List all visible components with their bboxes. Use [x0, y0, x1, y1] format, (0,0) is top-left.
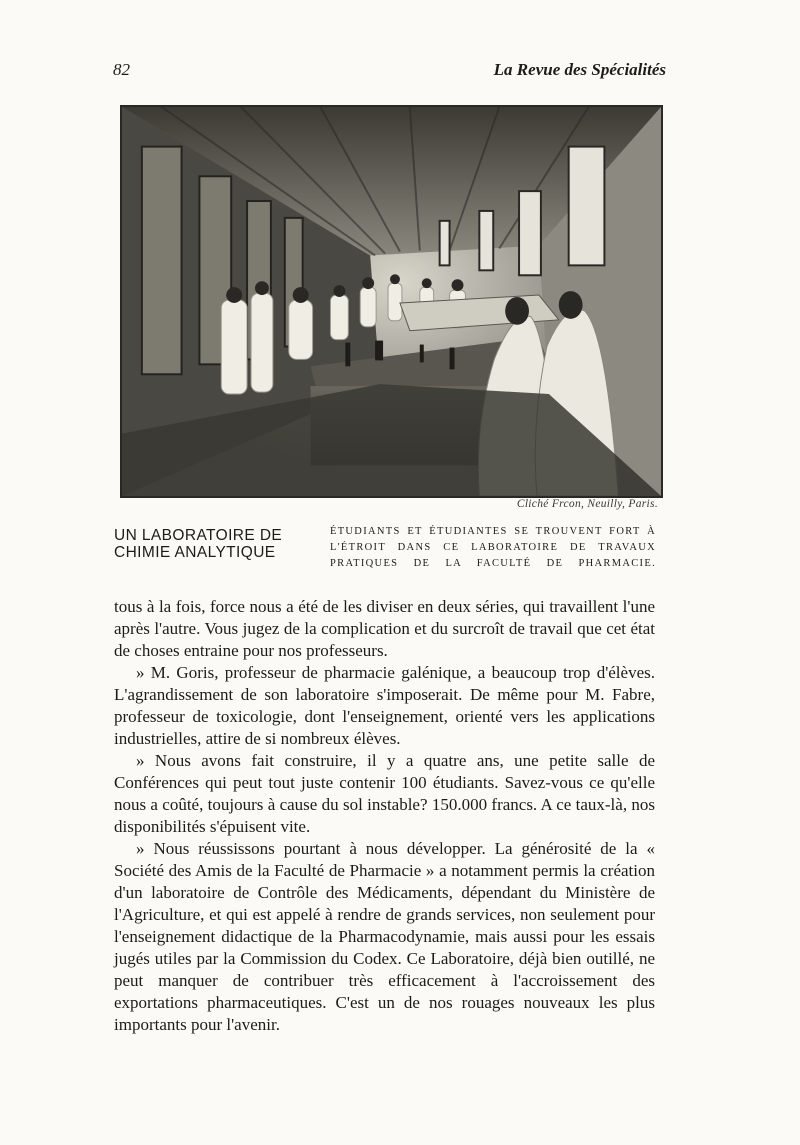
paragraph: » Nous réussissons pourtant à nous développer. La générosité de la « Société des Amis de la Faculté de Pharmacie » a notamment permis la création d'un laboratoire de Contrôle des Médicaments, dépendant du Ministère de l'Agriculture, et qui est appelé à rendre de grands services, non seulement pour l'enseignement didactique de la Pharmacodynamie, mais aussi pour les essais jugés utiles par la Commission du Codex. Ce Laboratoire, déjà bien outillé, ne peut manquer de contribuer très efficacement à l'accroissement des exportations pharmaceutiques. C'est un de nos rouages nouveaux les plus importants pour l'avenir. — [114, 839, 655, 1034]
running-title: La Revue des Spécialités — [493, 60, 666, 79]
paragraph: » M. Goris, professeur de pharmacie galénique, a beaucoup trop d'élèves. L'agrandissement de son laboratoire s'imposerait. De même pour M. Fabre, professeur de toxicologie, dont l'enseignement, orienté vers les applications industrielles, attire de si nombreux élèves. — [114, 663, 655, 748]
laboratory-photo-image — [122, 107, 661, 496]
laboratory-photo — [120, 105, 663, 498]
paragraph: » Nous avons fait construire, il y a quatre ans, une petite salle de Conférences qui peut tout juste contenir 100 étudiants. Savez-vous ce qu'elle nous a coûté, toujours à cause du sol instable? 150.000 francs. A ce taux-là, nos disponibilités s'épuisent vite. — [114, 751, 655, 836]
photo-credit: Cliché Frcon, Neuilly, Paris. — [516, 498, 658, 510]
page-number: 82 — [113, 60, 130, 79]
paragraph: tous à la fois, force nous a été de les diviser en deux séries, qui travaillent l'une après l'autre. Vous jugez de la complication et du surcroît de travail que cet état de choses entraine pour nos professeurs. — [114, 597, 655, 660]
caption-title-line: CHIMIE ANALYTIQUE — [114, 544, 276, 561]
caption-title-line: UN LABORATOIRE DE — [114, 527, 283, 544]
caption-description: ÉTUDIANTS ET ÉTUDIANTES SE TROUVENT FORT À L'ÉTROIT DANS CE LABORATOIRE DE TRAVAUX PRATIQUES DE LA FACULTÉ DE PHARMACIE. — [330, 526, 656, 569]
article-body — [114, 596, 655, 1036]
caption-title — [114, 527, 299, 561]
